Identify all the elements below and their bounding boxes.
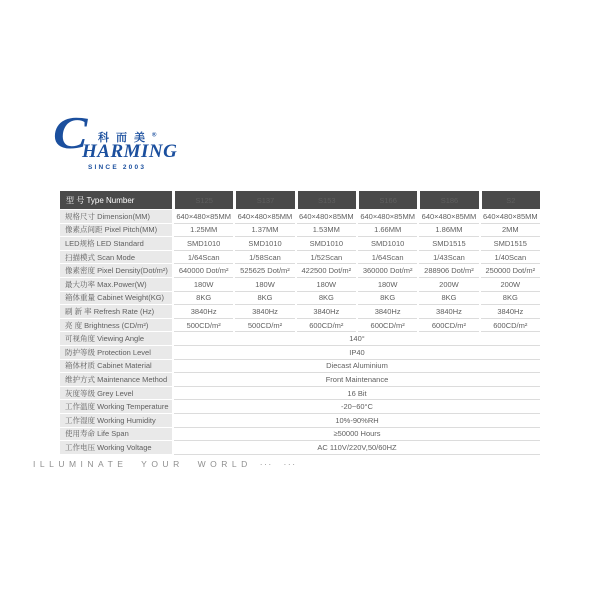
header-col-s2: S2 [482,191,540,209]
slogan-text: ILLUMINATE YOUR WORLD [33,459,252,469]
spec-value: SMD1515 [481,237,540,251]
logo-chinese-text: 科而美 [98,132,152,144]
spec-value: 1.53MM [297,224,356,238]
header-type-number: 型 号 Type Number [60,191,172,209]
spec-value: 640000 Dot/m² [174,264,233,278]
spec-value: 1/43Scan [419,251,478,265]
header-col-s153: S153 [298,191,356,209]
spec-value: 1.66MM [358,224,417,238]
spec-row [60,346,540,360]
spec-value: 640×480×85MM [481,210,540,224]
spec-value: 360000 Dot/m² [358,264,417,278]
spec-row-label: 最大功率 Max.Power(W) [60,278,172,292]
spec-value: 8KG [297,292,356,306]
spec-value: 180W [235,278,294,292]
spec-row [60,360,540,374]
spec-value: 3840Hz [419,305,478,319]
spec-row [60,428,540,442]
spec-row-label: 箱体材质 Cabinet Material [60,360,172,374]
spec-value: SMD1010 [235,237,294,251]
spec-value: 600CD/m² [419,319,478,333]
spec-value: 8KG [419,292,478,306]
spec-value: 180W [297,278,356,292]
spec-merged-value: IP40 [174,346,540,360]
spec-value: 1/64Scan [174,251,233,265]
spec-row [60,400,540,414]
spec-row-label: 箱体重量 Cabinet Weight(KG) [60,292,172,306]
spec-row [60,414,540,428]
spec-merged-value: AC 110V/220V,50/60HZ [174,441,540,455]
spec-value: 1.86MM [419,224,478,238]
spec-row-label: 工作湿度 Working Humidity [60,414,172,428]
spec-value: 3840Hz [481,305,540,319]
spec-value: 1/58Scan [235,251,294,265]
spec-row [60,387,540,401]
logo-swoosh-c-icon: C [53,107,88,158]
spec-value: 640×480×85MM [358,210,417,224]
spec-row [60,237,540,251]
spec-value: 8KG [358,292,417,306]
spec-value: 3840Hz [297,305,356,319]
spec-merged-value: ≥50000 Hours [174,428,540,442]
spec-value: 1/64Scan [358,251,417,265]
spec-merged-value: Front Maintenance [174,373,540,387]
spec-row-label: 亮 度 Brightness (CD/m²) [60,319,172,333]
spec-value: 1.25MM [174,224,233,238]
spec-row-label: 规格尺寸 Dimension(MM) [60,210,172,224]
header-col-s125: S125 [175,191,233,209]
spec-value: 180W [358,278,417,292]
header-col-s166: S166 [359,191,417,209]
spec-merged-value: 140° [174,332,540,346]
spec-value: 3840Hz [174,305,233,319]
spec-row-label: 刷 新 率 Refresh Rate (Hz) [60,305,172,319]
spec-value: 3840Hz [358,305,417,319]
spec-value: SMD1010 [358,237,417,251]
spec-value: 600CD/m² [358,319,417,333]
spec-value: 180W [174,278,233,292]
spec-value: 200W [419,278,478,292]
spec-row [60,319,540,333]
charming-logo [53,107,228,174]
spec-row-label: 使用寿命 Life Span [60,428,172,442]
spec-merged-value: -20~60°C [174,400,540,414]
spec-row-label: 扫描模式 Scan Mode [60,251,172,265]
spec-value: 3840Hz [235,305,294,319]
spec-value: 640×480×85MM [297,210,356,224]
logo-wordmark: HARMING [82,141,178,162]
spec-merged-value: 16 Bit [174,387,540,401]
spec-value: 288906 Dot/m² [419,264,478,278]
spec-row [60,305,540,319]
spec-value: SMD1515 [419,237,478,251]
spec-row [60,210,540,224]
spec-row-label: 工作温度 Working Temperature [60,400,172,414]
spec-value: 8KG [174,292,233,306]
header-col-s137: S137 [236,191,294,209]
spec-value: 250000 Dot/m² [481,264,540,278]
spec-value: 525625 Dot/m² [235,264,294,278]
spec-value: 200W [481,278,540,292]
logo-since-text: SINCE 2003 [88,164,147,171]
spec-value: 1/40Scan [481,251,540,265]
footer-slogan [33,459,297,469]
spec-row [60,224,540,238]
spec-value: 640×480×85MM [235,210,294,224]
spec-row [60,332,540,346]
spec-row-label: 像素密度 Pixel Density(Dot/m²) [60,264,172,278]
slogan-dots: ··· ··· [259,459,297,469]
spec-row [60,441,540,455]
spec-row-label: 防护等级 Protection Level [60,346,172,360]
spec-value: 1.37MM [235,224,294,238]
spec-value: SMD1010 [174,237,233,251]
spec-row-label: 可视角度 Viewing Angle [60,332,172,346]
spec-value: 640×480×85MM [419,210,478,224]
spec-row-label: 像素点间距 Pixel Pitch(MM) [60,224,172,238]
spec-value: 2MM [481,224,540,238]
spec-row-label: 工作电压 Working Voltage [60,441,172,455]
header-col-s186: S186 [420,191,478,209]
spec-row-label: 灰度等级 Grey Level [60,387,172,401]
spec-value: 600CD/m² [481,319,540,333]
spec-value: 600CD/m² [297,319,356,333]
spec-value: 500CD/m² [235,319,294,333]
spec-merged-value: Diecast Aluminium [174,360,540,374]
spec-value: 640×480×85MM [174,210,233,224]
spec-row-label: 维护方式 Maintenance Method [60,373,172,387]
spec-row [60,373,540,387]
spec-value: 8KG [481,292,540,306]
registered-trademark-icon: ® [152,132,157,139]
spec-row [60,251,540,265]
spec-value: SMD1010 [297,237,356,251]
spec-value: 422500 Dot/m² [297,264,356,278]
spec-value: 500CD/m² [174,319,233,333]
spec-row [60,264,540,278]
spec-value: 1/52Scan [297,251,356,265]
spec-merged-value: 10%-90%RH [174,414,540,428]
spec-row-label: LED规格 LED Standard [60,237,172,251]
spec-row [60,292,540,306]
spec-row [60,278,540,292]
table-header-row [60,191,540,209]
spec-table [60,191,540,455]
spec-value: 8KG [235,292,294,306]
